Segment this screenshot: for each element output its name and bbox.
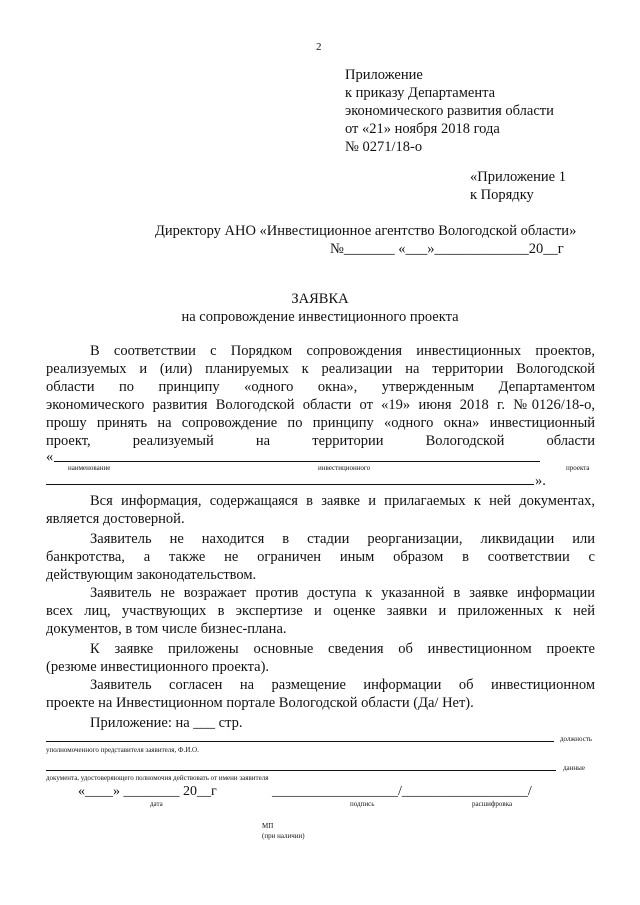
addressee-line: Директору АНО «Инвестиционное агентство Вологодской области» (155, 223, 577, 239)
document-title: ЗАЯВКА (291, 291, 349, 307)
field-hint: инвестиционного (318, 464, 371, 472)
project-field-open-quote: « (46, 449, 54, 465)
page-number: 2 (316, 41, 322, 53)
text-line: документов, в том числе бизнес-плана. (46, 621, 287, 637)
text-line: Заявитель не возражает против доступа к указанной в заявке информации (90, 585, 595, 601)
text-line: проект, реализуемый на территории Вологодской области (46, 433, 595, 449)
annex-line: экономического развития области (345, 103, 554, 119)
field-hint: должность (560, 735, 593, 743)
text-line: проекте на Инвестиционном портале Вологодской области (Да/ Нет). (46, 695, 474, 711)
text-line: Заявитель не находится в стадии реорганизации, ликвидации или (90, 531, 595, 547)
annex-line: № 0271/18-о (345, 139, 423, 155)
stamp-note: (при наличии) (262, 832, 305, 840)
stamp-label: МП (262, 822, 274, 830)
field-hint: подпись (350, 800, 375, 808)
annex-line: к приказу Департамента (345, 85, 496, 101)
text-line: действующим законодательством. (46, 567, 257, 583)
field-hint: дата (150, 800, 163, 808)
document-data-line (46, 770, 556, 771)
field-hint: проекта (566, 464, 590, 472)
annex-line: Приложение (345, 67, 423, 83)
text-line: реализуемых и (или) планируемых к реализации на территории Вологодской (46, 361, 595, 377)
document-subtitle: на сопровождение инвестиционного проекта (181, 309, 459, 325)
field-hint: расшифровка (472, 800, 513, 808)
text-line: всех лиц, участвующих в экспертизе и оценке заявки и приложенных к ней (46, 603, 595, 619)
annex1-line: к Порядку (470, 187, 534, 203)
text-line: В соответствии с Порядком сопровождения инвестиционных проектов, (90, 343, 595, 359)
date-line: «____» ________ 20__г (78, 784, 217, 799)
field-hint: наименование (68, 464, 111, 472)
text-line: банкротства, а также не ограничен иным образом в соответствии с (46, 549, 595, 565)
addressee-number-line: №_______ «___»_____________20__г (330, 241, 564, 257)
project-name-line (54, 461, 540, 462)
text-line: является достоверной. (46, 511, 185, 527)
annex-line: от «21» ноября 2018 года (345, 121, 500, 137)
signature-line: __________________/__________________/ (272, 784, 532, 799)
text-line: Заявитель согласен на размещение информации об инвестиционном (90, 677, 595, 693)
text-line: прошу принять на сопровождение по принципу «одного окна» инвестиционный (46, 415, 595, 431)
attachment-line: Приложение: на ___ стр. (90, 715, 243, 731)
text-line: (резюме инвестиционного проекта). (46, 659, 270, 675)
annex1-line: «Приложение 1 (470, 169, 566, 185)
text-line: области по принципу «одного окна», утвержденным Департаментом (46, 379, 595, 395)
text-line: К заявке приложены основные сведения об инвестиционном проекте (90, 641, 595, 657)
text-line: Вся информация, содержащаяся в заявке и прилагаемых к ней документах, (90, 493, 595, 509)
position-line (46, 741, 554, 742)
project-field-close-quote: ». (535, 473, 546, 489)
field-hint: уполномоченного представителя заявителя, Ф.И.О. (46, 746, 199, 754)
field-hint: документа, удостоверяющего полномочия действовать от имени заявителя (46, 774, 269, 782)
project-name-line-2 (46, 484, 534, 485)
text-line: экономического развития Вологодской области от «19» июня 2018 г. №0126/18-о, (46, 397, 595, 413)
field-hint: данные (563, 764, 585, 772)
